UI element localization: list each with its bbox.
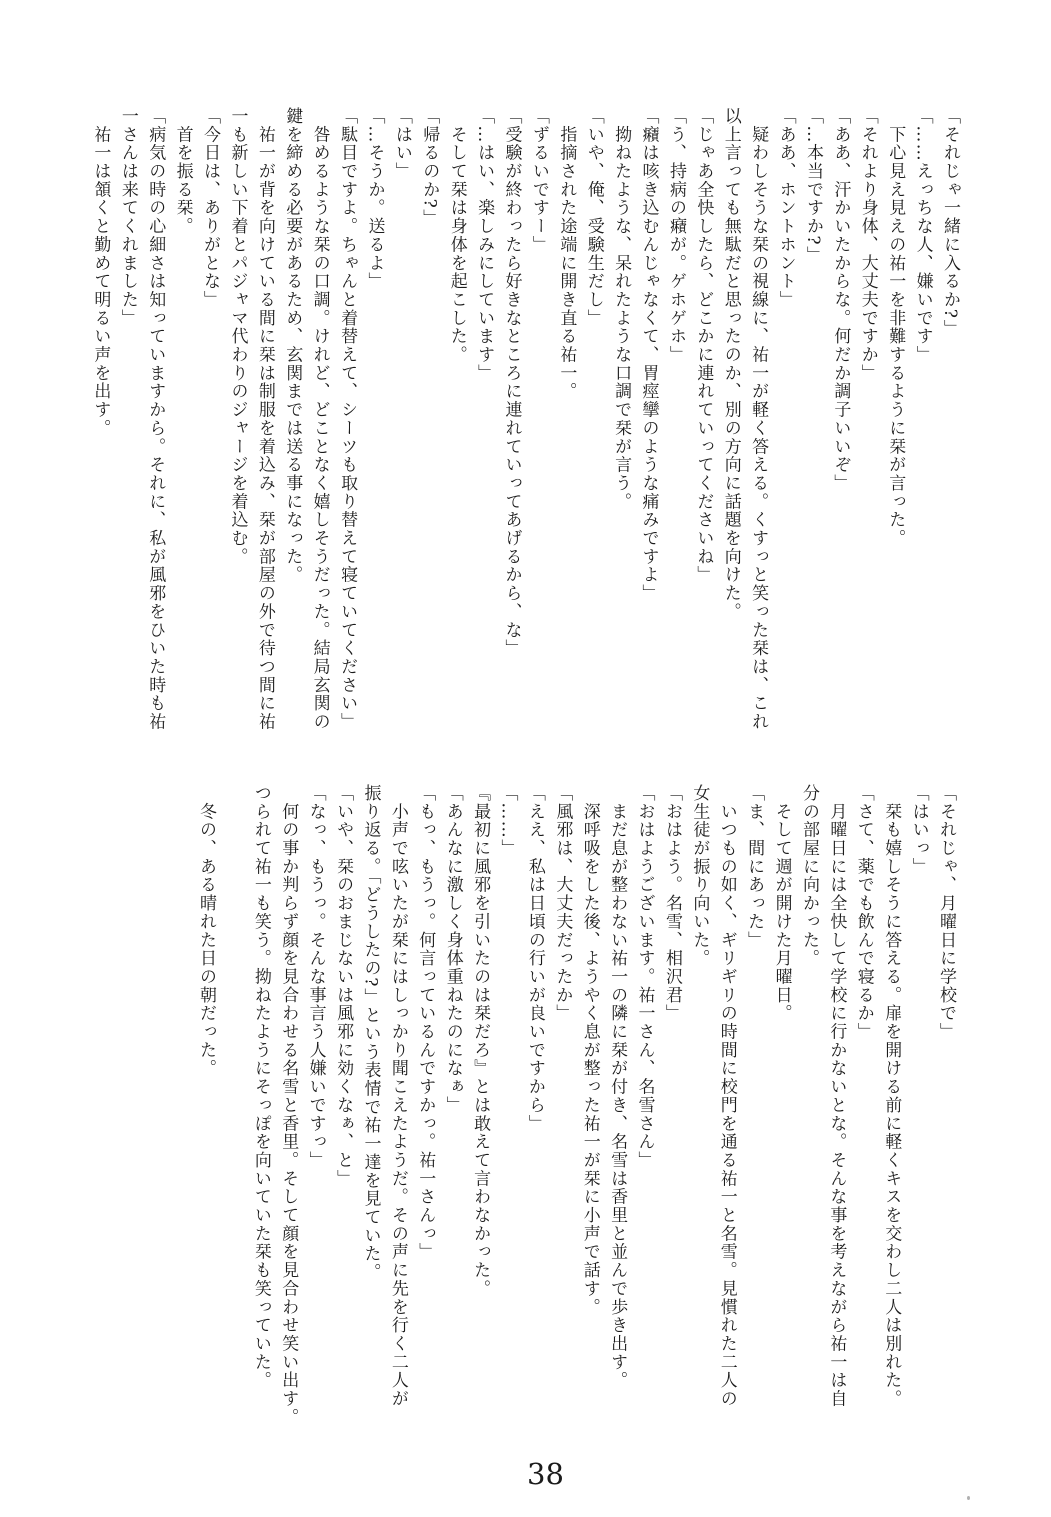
text-line: 女生徒が振り向いた。 [689,784,710,968]
text-line: 「……」 [497,784,518,858]
text-line: 「ま、間にあった」 [744,784,765,950]
text-line: まだ息が整わない祐一の隣に栞が付き、名雪は香里と並んで歩き出す。 [607,784,628,1390]
text-line: そして栞は身体を起こした。 [446,107,467,364]
text-line: 「それより身体、大丈夫ですか」 [857,107,878,383]
text-line: 「じゃあ全快したら、どこかに連れていってくださいね」 [693,107,714,585]
blank-line [219,784,246,1452]
text-line: 「ああ、ホントホント」 [775,107,796,309]
text-line: 栞も嬉しそうに答える。扉を開ける前に軽くキスを交わし二人は別れた。 [881,784,902,1408]
text-line: 「帰るのか?」 [419,107,440,228]
text-line: 「それじゃ一緒に入るか?」 [940,107,960,338]
text-line: 「いや、俺、受験生だし」 [583,107,604,328]
text-line: 「おはよう。名雪、相沢君」 [661,784,682,1023]
text-line: 「はい」 [391,107,412,181]
text-line: 小声で呟いたが栞にはしっかり聞こえたようだ。その声に先を行く二人が [387,784,408,1408]
text-line: 「いや、栞のおまじないは風邪に効くなぁ、と」 [333,784,354,1188]
page-number: 38 [527,1457,564,1491]
top-text-block [86,107,963,755]
text-line: 疑わしそうな栞の視線に、祐一が軽く答える。くすっと笑った栞は、これ [748,107,769,731]
text-line: 「ああ、汗かいたからな。何だか調子いいぞ」 [830,107,851,493]
text-line: 「なっ、もうっ。そんな事言う人嫌いですっ」 [305,784,326,1170]
text-line: 首を振る栞。 [172,107,193,236]
text-line: 祐一は頷くと勤めて明るい声を出す。 [90,107,111,438]
text-line: 「…本当ですか?」 [802,107,823,265]
text-line: 「さて、薬でも飲んで寝るか」 [853,784,874,1041]
text-line: 指摘された途端に開き直る祐一。 [556,107,577,401]
text-line: 咎めるような栞の口調。けれど、どことなく嬉しそうだった。結局玄関の [309,107,330,731]
text-line: 「もっ、もうっ。何言っているんですかっ。祐一さんっ」 [415,784,436,1262]
text-line: 下心見え見えの祐一を非難するように栞が言った。 [885,107,906,548]
text-line: 拗ねたような、呆れたような口調で栞が言う。 [611,107,632,511]
text-line: 「病気の時の心細さは知っていますから。それに、私が風邪をひいた時も祐 [145,107,166,731]
text-line: 「…はい、楽しみにしています」 [474,107,495,383]
text-line: つられて祐一も笑う。拗ねたようにそっぽを向いていた栞も笑っていた。 [250,784,271,1390]
text-line: 「…そうか。送るよ」 [364,107,385,291]
text-line: 以上言っても無駄だと思ったのか、別の方向に話題を向けた。 [720,107,741,621]
text-line: 「それじゃ、月曜日に学校で」 [936,784,956,1041]
text-line: 「駄目ですよ。ちゃんと着替えて、シーツも取り替えて寝ていてください」 [337,107,358,731]
text-line: 「はいっ」 [908,784,929,876]
text-line: 「おはようございます。祐一さん、名雪さん」 [634,784,655,1170]
text-line: 「……えっちな人、嫌いです」 [912,107,933,364]
text-line: 分の部屋に向かった。 [798,784,819,968]
text-line: 「ええ、私は日頃の行いが良いですから」 [524,784,545,1133]
scan-speck [967,1496,970,1500]
text-line: 一も新しい下着とパジャマ代わりのジャージを着込む。 [227,107,248,566]
text-line: 月曜日には全快して学校に行かないとな。そんな事を考えながら祐一は自 [826,784,847,1408]
text-line: 何の事か判らず顔を見合わせる名雪と香里。そして顔を見合わせ笑い出す。 [278,784,299,1427]
bottom-text-block [192,784,959,1452]
text-line: 『最初に風邪を引いたのは栞だろ』とは敢えて言わなかった。 [470,784,491,1298]
text-line: 祐一が背を向けている間に栞は制服を着込み、栞が部屋の外で待つ間に祐 [254,107,275,731]
text-line: 「癪は咳き込むんじゃなくて、胃痙攣のような痛みですよ」 [638,107,659,603]
text-line: 「あんなに激しく身体重ねたのになぁ」 [442,784,463,1115]
text-line: 「風邪は、大丈夫だったか」 [552,784,573,1023]
text-line: そして週が開けた月曜日。 [771,784,792,1023]
text-line: 「今日は、ありがとな」 [200,107,221,309]
text-line: 振り返る。「どうしたの?」という表情で祐一達を見ていた。 [360,784,381,1282]
text-line: 一さんは来てくれました」 [117,107,138,328]
text-line: 「う、持病の癪が。ゲホゲホ」 [665,107,686,364]
text-line: 冬の、ある晴れた日の朝だった。 [196,784,217,1078]
text-line: 深呼吸をした後、ようやく息が整った祐一が栞に小声で話す。 [579,784,600,1317]
text-line: いつもの如く、ギリギリの時間に校門を通る祐一と名雪。見慣れた二人の [716,784,737,1408]
text-line: 「ずるいですー」 [528,107,549,254]
text-line: 「受験が終わったら好きなところに連れていってあげるから、な」 [501,107,522,658]
text-line: 鍵を締める必要があるため、玄関までは送る事になった。 [282,107,303,585]
